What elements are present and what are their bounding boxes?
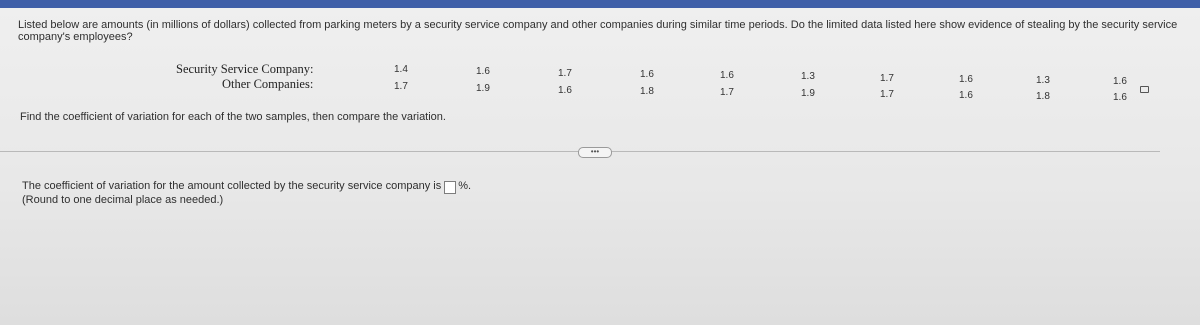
table-cell: 1.4 <box>394 64 408 75</box>
table-cell: 1.6 <box>476 66 490 77</box>
data-table <box>0 62 1200 102</box>
answer-prompt <box>22 180 471 194</box>
table-cell: 1.7 <box>394 81 408 92</box>
coefficient-answer-input[interactable] <box>444 181 456 194</box>
table-cell: 1.8 <box>1036 91 1050 102</box>
header-bar <box>0 0 1200 8</box>
question-panel <box>0 8 1200 325</box>
table-cell: 1.3 <box>1036 75 1050 86</box>
table-cell: 1.7 <box>880 73 894 84</box>
question-intro: Listed below are amounts (in millions of dollars) collected from parking meters by a security service company and other companies during similar time periods. Do the limited data listed here show evidence of stealing by the security service company's employees? <box>18 19 1178 43</box>
table-cell: 1.8 <box>640 86 654 97</box>
table-cell: 1.6 <box>720 70 734 81</box>
table-cell: 1.9 <box>801 88 815 99</box>
answer-prefix: The coefficient of variation for the amount collected by the security service company is <box>22 180 442 192</box>
table-cell: 1.9 <box>476 83 490 94</box>
table-cell: 1.6 <box>640 69 654 80</box>
copy-icon[interactable] <box>1140 86 1149 93</box>
table-cell: 1.7 <box>880 89 894 100</box>
table-cell: 1.7 <box>720 87 734 98</box>
table-cell: 1.6 <box>959 90 973 101</box>
answer-suffix: %. <box>458 180 472 192</box>
expand-more-button[interactable]: ••• <box>578 147 612 158</box>
row-label-security: Security Service Company: <box>176 62 314 76</box>
table-cell: 1.6 <box>1113 76 1127 87</box>
instruction-text: Find the coefficient of variation for each of the two samples, then compare the variation. <box>20 111 446 123</box>
row-label-other: Other Companies: <box>222 77 314 91</box>
table-cell: 1.3 <box>801 71 815 82</box>
rounding-hint: (Round to one decimal place as needed.) <box>22 194 224 206</box>
table-cell: 1.7 <box>558 68 572 79</box>
table-cell: 1.6 <box>1113 92 1127 103</box>
table-cell: 1.6 <box>959 74 973 85</box>
table-cell: 1.6 <box>558 85 572 96</box>
